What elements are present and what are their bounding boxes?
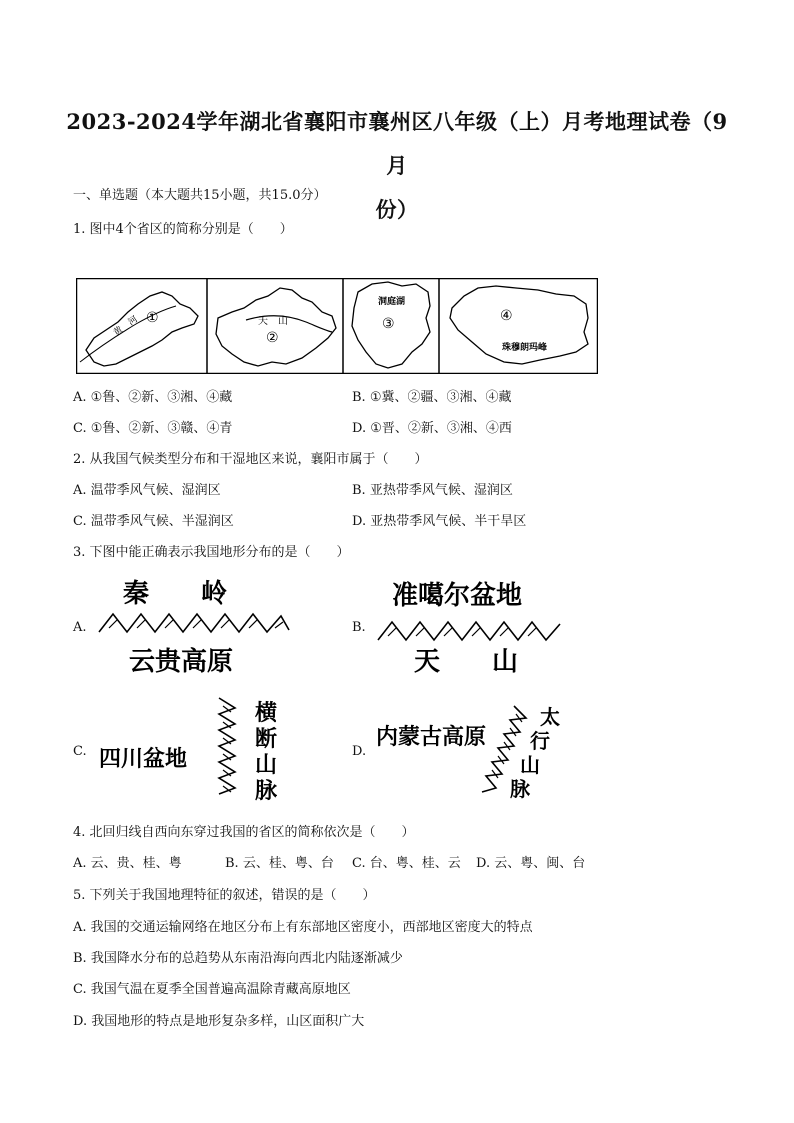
q5-option-d[interactable]: D. 我国地形的特点是地形复杂多样，山区面积广大 [73, 1014, 365, 1029]
question-4-stem: 4. 北回归线自西向东穿过我国的省区的简称依次是（ ） [73, 825, 415, 840]
q1-option-a[interactable]: A. ①鲁、②新、③湘、④藏 [73, 390, 233, 405]
q3-option-c-letter[interactable]: C. [73, 744, 87, 759]
figure-d-right-label-3: 山 [520, 753, 540, 777]
title-line-1: 2023-2024学年湖北省襄阳市襄州区八年级（上）月考地理试卷（9月 [66, 109, 728, 178]
q3-figure-b[interactable] [374, 574, 574, 682]
map-1-river-label: 黄 河 [111, 314, 140, 339]
province-maps-figure [76, 278, 598, 378]
figure-a-svg [95, 574, 295, 678]
q5-option-b[interactable]: B. 我国降水分布的总趋势从东南沿海向西北内陆逐渐减少 [73, 951, 403, 966]
title-line-2: 份） [375, 197, 419, 222]
figure-d-right-label-1: 太 [540, 705, 560, 729]
q1-option-d[interactable]: D. ①晋、②新、③湘、④西 [352, 421, 512, 436]
figure-d-right-label-4: 脉 [510, 777, 530, 801]
map-1-outline [86, 292, 198, 366]
question-5-stem: 5. 下列关于我国地理特征的叙述，错误的是（ ） [73, 888, 376, 903]
q4-option-a[interactable]: A. 云、贵、桂、粤 [73, 856, 182, 871]
question-2-stem: 2. 从我国气候类型分布和干湿地区来说，襄阳市属于（ ） [73, 452, 428, 467]
figure-c-left-label: 四川盆地 [99, 747, 188, 772]
q5-option-c[interactable]: C. 我国气温在夏季全国普遍高温除青藏高原地区 [73, 982, 351, 997]
province-maps-svg [76, 278, 598, 374]
q1-option-c[interactable]: C. ①鲁、②新、③赣、④青 [73, 421, 233, 436]
q2-option-a[interactable]: A. 温带季风气候、湿润区 [73, 483, 221, 498]
q2-option-b[interactable]: B. 亚热带季风气候、湿润区 [352, 483, 513, 498]
maps-frame [77, 279, 598, 374]
figure-c-mountains [219, 698, 235, 794]
figure-b-svg [374, 574, 574, 678]
figure-c-svg [95, 694, 295, 810]
figure-d-right-label-2: 行 [530, 729, 550, 753]
map-2-mountain-label: 天 山 [258, 316, 288, 327]
q3-figure-a[interactable] [95, 574, 295, 682]
q3-option-b-letter[interactable]: B. [352, 620, 366, 635]
q3-option-a-letter[interactable]: A. [73, 620, 87, 635]
question-3-stem: 3. 下图中能正确表示我国地形分布的是（ ） [73, 545, 350, 560]
q5-option-a[interactable]: A. 我国的交通运输网络在地区分布上有东部地区密度小，西部地区密度大的特点 [73, 920, 533, 935]
q3-figure-d[interactable] [374, 700, 574, 812]
section-heading: 一、单选题（本大题共15小题，共15.0分） [73, 188, 327, 203]
figure-a-mountains [99, 614, 289, 632]
q3-figure-c[interactable] [95, 694, 295, 814]
map-4-number: ④ [500, 308, 513, 324]
figure-d-svg [374, 700, 574, 808]
map-4-mountain-label: 珠穆朗玛峰 [502, 343, 548, 353]
q1-option-b[interactable]: B. ①冀、②疆、③湘、④藏 [352, 390, 512, 405]
figure-c-right-label-3: 山 [255, 753, 278, 778]
figure-c-right-label-2: 断 [255, 727, 278, 752]
figure-b-bottom-label: 天 山 [414, 647, 519, 677]
figure-c-right-label-4: 脉 [255, 779, 278, 804]
question-1-stem: 1. 图中4个省区的简称分别是（ ） [73, 222, 293, 237]
q4-option-c[interactable]: C. 台、粤、桂、云 [352, 856, 461, 871]
q2-option-c[interactable]: C. 温带季风气候、半湿润区 [73, 514, 234, 529]
page-title [60, 100, 734, 232]
q4-option-b[interactable]: B. 云、桂、粤、台 [225, 856, 334, 871]
figure-c-right-label-1: 横 [255, 701, 278, 726]
figure-b-top-label: 准噶尔盆地 [392, 581, 523, 611]
figure-a-top-label: 秦 岭 [123, 579, 228, 609]
map-1-number: ① [146, 310, 159, 326]
map-2-number: ② [266, 330, 279, 346]
map-3-lake-label: 洞庭湖 [378, 297, 406, 307]
map-3-number: ③ [382, 316, 395, 332]
map-1-river [80, 306, 176, 362]
q2-option-d[interactable]: D. 亚热带季风气候、半干旱区 [352, 514, 527, 529]
q4-option-d[interactable]: D. 云、粤、闽、台 [476, 856, 586, 871]
figure-d-left-label: 内蒙古高原 [376, 725, 487, 750]
q3-option-d-letter[interactable]: D. [352, 744, 367, 759]
figure-a-bottom-label: 云贵高原 [129, 647, 234, 677]
